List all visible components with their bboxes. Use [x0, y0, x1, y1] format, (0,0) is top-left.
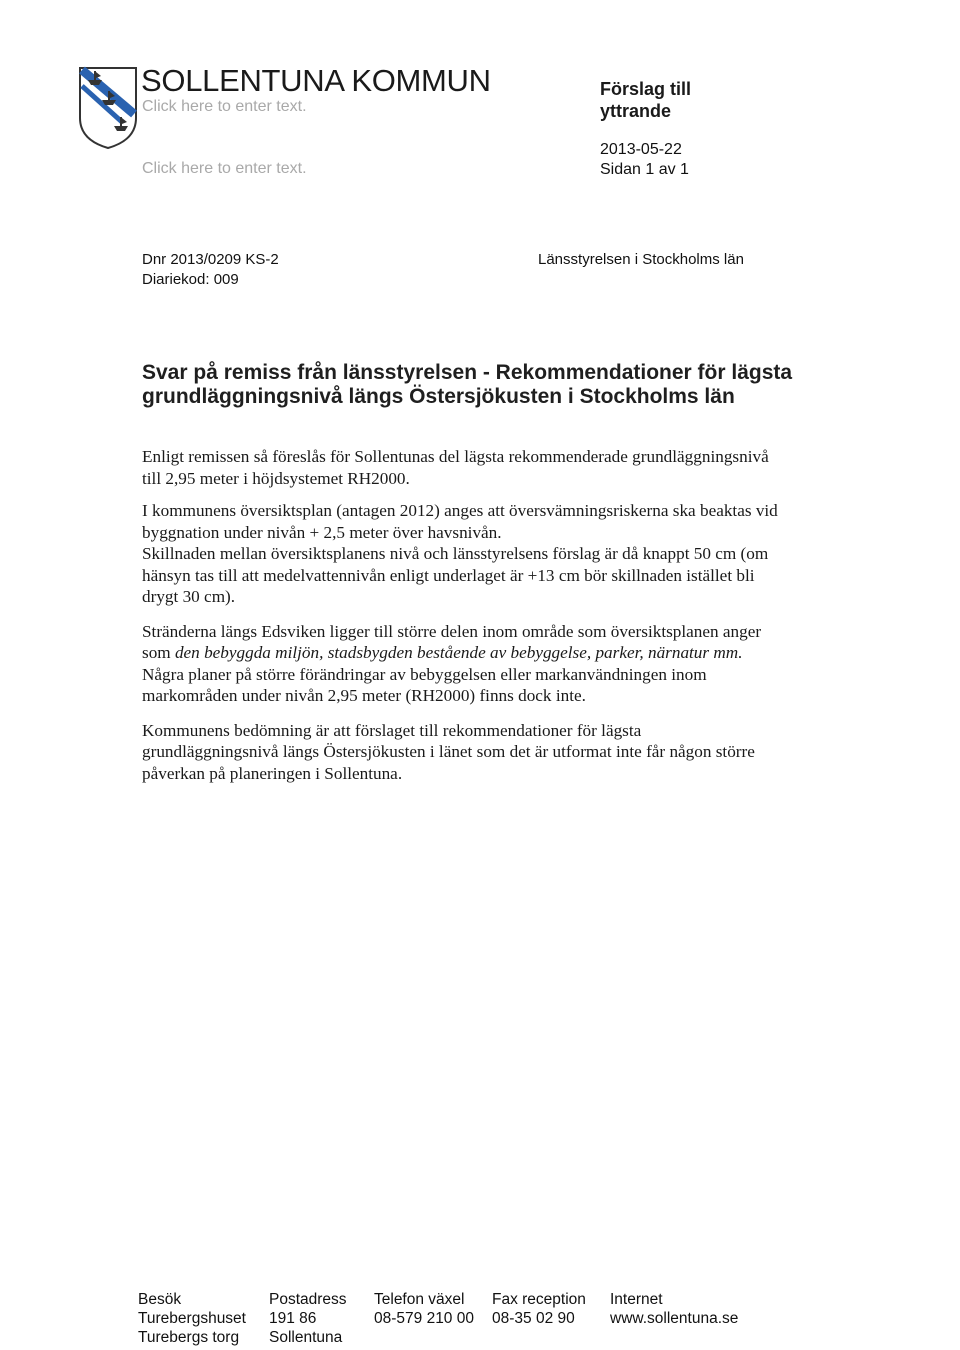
footer-postal-column: [269, 1290, 347, 1347]
footer-line: Sollentuna: [269, 1329, 343, 1346]
document-body: [142, 446, 782, 784]
paragraph: [142, 621, 782, 707]
website-link[interactable]: www.sollentuna.se: [610, 1310, 739, 1327]
footer-line: 191 86: [269, 1310, 317, 1327]
document-date: 2013-05-22: [600, 141, 682, 158]
footer-heading: Internet: [610, 1291, 663, 1308]
paragraph-text: Några planer på större förändringar av bebyggelsen eller markanvändningen inom markområden under nivån 2,95 meter (RH2000) finns dock inte.: [142, 664, 707, 705]
paragraph: I kommunens översiktsplan (antagen 2012) anges att översvämningsriskerna ska beaktas vid byggnation under nivån + 2,5 meter över havsnivån.: [142, 501, 778, 542]
footer-heading: Fax reception: [492, 1291, 586, 1308]
footer-phone-column: [374, 1290, 474, 1328]
municipality-coat-of-arms-logo: [78, 66, 138, 150]
document-type-line: yttrande: [600, 101, 672, 121]
paragraph: Skillnaden mellan översiktsplanens nivå och länsstyrelsens förslag är då knappt 50 cm (om hänsyn tas till att medelvattennivån enligt underlaget är +13 cm bör skillnaden istället bli drygt 30 cm).: [142, 544, 769, 606]
footer-internet-column: [610, 1290, 738, 1328]
footer-heading: Besök: [138, 1291, 182, 1308]
registration-number: Dnr 2013/0209 KS-2: [142, 251, 279, 268]
footer-fax-column: [492, 1290, 586, 1328]
recipient: Länsstyrelsen i Stockholms län: [538, 251, 744, 268]
organization-name: SOLLENTUNA KOMMUN: [141, 63, 491, 98]
footer-line: 08-35 02 90: [492, 1310, 575, 1327]
text-placeholder-field[interactable]: Click here to enter text.: [142, 98, 307, 115]
page-number: Sidan 1 av 1: [600, 161, 689, 178]
paragraph-text: Stränderna längs Edsviken ligger till större delen inom område som översiktsplanen anger som: [142, 621, 762, 662]
paragraph: Kommunens bedömning är att förslaget till rekommendationer för lägsta grundläggningsnivå längs Östersjökusten i länet som det är utformat inte får någon större påverkan på planeringen i Sollentuna.: [142, 720, 755, 783]
text-placeholder-field[interactable]: Click here to enter text.: [142, 160, 307, 177]
footer-heading: Telefon växel: [374, 1291, 465, 1308]
paragraph: Enligt remissen så föreslås för Sollentunas del lägsta rekommenderade grundläggningsnivå till 2,95 meter i höjdsystemet RH2000.: [142, 447, 769, 488]
diary-code: Diariekod: 009: [142, 271, 239, 288]
footer-line: Turebergshuset: [138, 1310, 246, 1327]
footer-line: 08-579 210 00: [374, 1310, 474, 1327]
footer-line: Turebergs torg: [138, 1329, 240, 1346]
document-title: Svar på remiss från länsstyrelsen - Rekommendationer för lägsta grundläggningsnivå längs Östersjökusten i Stockholms län: [142, 361, 793, 408]
footer-visit-column: [138, 1290, 246, 1347]
document-type-line: Förslag till: [600, 79, 692, 99]
document-type: [600, 78, 691, 122]
footer-heading: Postadress: [269, 1291, 347, 1308]
paragraph-italic-text: den bebyggda miljön, stadsbygden bestående av bebyggelse, parker, närnatur mm.: [174, 643, 743, 662]
